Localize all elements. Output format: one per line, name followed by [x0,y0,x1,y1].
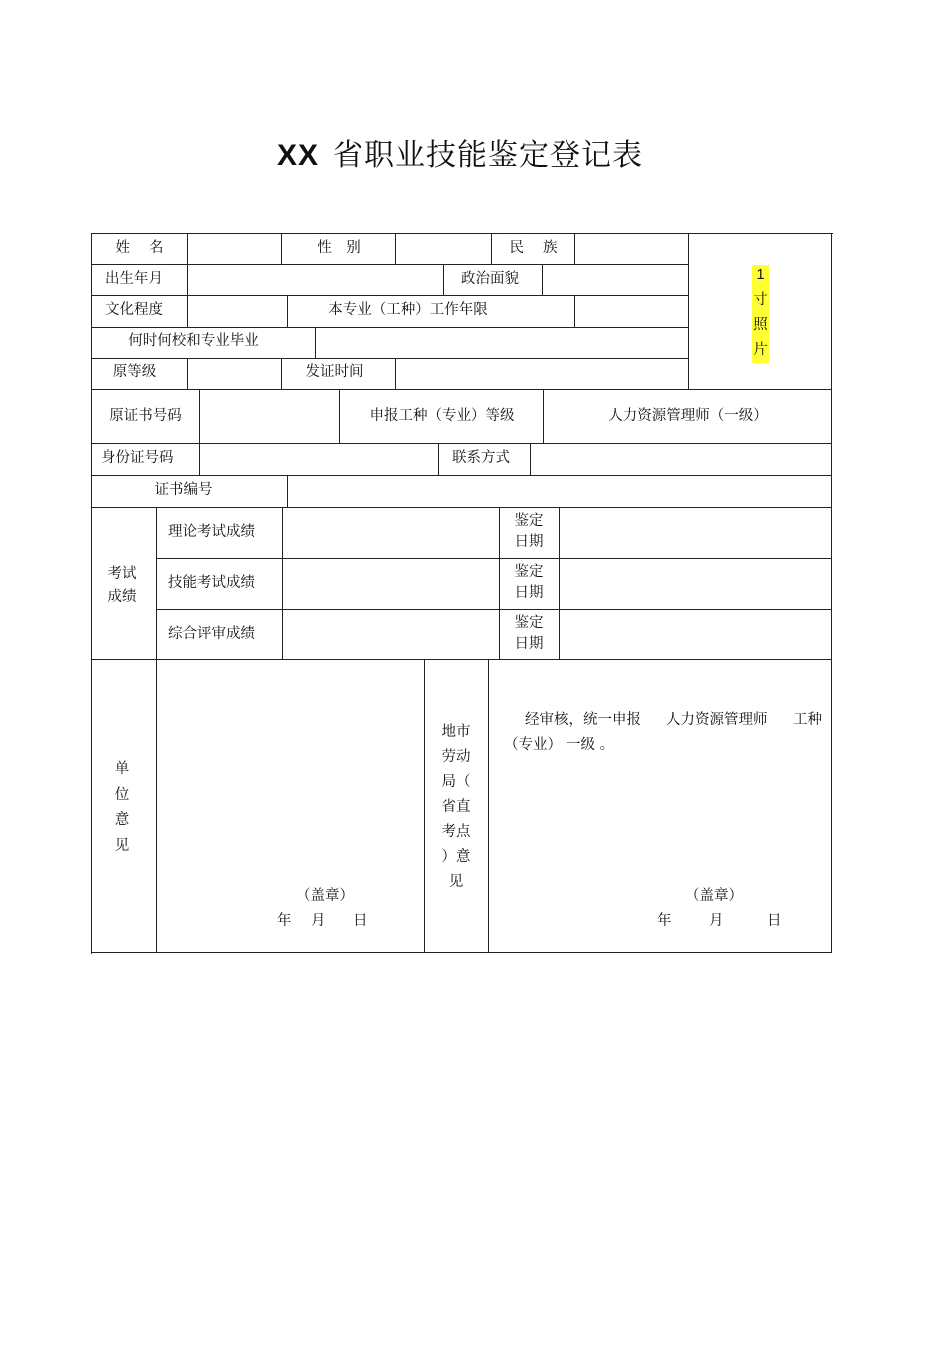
date-label-line: 鉴定 [514,513,544,529]
skill-date-field[interactable] [560,559,832,610]
bureau-opinion-label [425,720,487,895]
date-label-line: 日期 [514,636,544,652]
political-label: 政治面貌 [461,271,519,287]
review-profession: 人力资源管理师 [666,712,768,728]
bureau-opinion-field[interactable] [489,660,832,953]
overall-date-label [500,613,558,655]
bureau-date-day: 日 [767,913,782,929]
gender-label: 性 别 [317,240,361,256]
page-title [0,130,920,174]
bureau-opinion-line: ）意 [441,849,471,865]
unit-date-month: 月 [311,913,326,929]
bureau-opinion-line: 见 [448,874,464,890]
review-text-part: 工种 [793,712,822,728]
photo-placeholder [752,265,769,363]
date-label-line: 鉴定 [514,615,544,631]
bureau-opinion-line: 考点 [441,824,471,840]
review-text-part: 经审核，统一申报 [525,712,641,728]
review-text-part: （专业） [504,737,562,753]
orig-level-field[interactable] [188,359,282,390]
issue-time-field[interactable] [396,359,689,390]
review-level: 一级 。 [566,737,615,753]
bureau-date-year: 年 [657,913,672,929]
exam-scores-label-line: 考试 [107,566,137,582]
theory-score-field[interactable] [283,508,500,559]
issue-time-label: 发证时间 [305,364,364,380]
political-field[interactable] [543,265,689,296]
date-label-line: 日期 [514,534,544,550]
contact-label: 联系方式 [452,450,510,466]
apply-level-value: 人力资源管理师（一级） [608,408,768,424]
title-main: 省职业技能鉴定登记表 [333,138,644,173]
unit-opinion-char: 意 [114,812,130,828]
theory-date-label [500,511,558,553]
cert-no-field[interactable] [288,476,832,508]
bureau-opinion-line: 局（ [441,774,471,790]
unit-seal: （盖章） [296,888,354,904]
education-field[interactable] [188,296,288,328]
orig-level-label: 原等级 [112,364,157,380]
theory-score-label: 理论考试成绩 [168,524,255,540]
theory-date-field[interactable] [560,508,832,559]
id-label: 身份证号码 [101,450,174,466]
title-prefix: XX [276,139,320,172]
orig-cert-field[interactable] [200,390,340,444]
gender-field[interactable] [396,233,492,265]
skill-score-label: 技能考试成绩 [168,575,255,591]
ethnicity-field[interactable] [575,233,689,265]
photo-char: 1 [752,265,769,288]
unit-opinion-label [91,757,153,859]
skill-score-field[interactable] [283,559,500,610]
unit-opinion-char: 位 [114,786,130,803]
name-label: 姓 名 [115,240,164,256]
date-label-line: 日期 [514,585,544,601]
overall-score-field[interactable] [283,610,500,660]
graduation-field[interactable] [316,328,689,359]
overall-date-field[interactable] [560,610,832,660]
id-field[interactable] [200,444,439,476]
bureau-opinion-line: 省直 [441,799,471,815]
date-label-line: 鉴定 [514,564,544,580]
skill-date-label [500,562,558,604]
graduation-label: 何时何校和专业毕业 [128,333,259,349]
ethnicity-label: 民 族 [509,240,558,256]
unit-opinion-char: 单 [114,761,130,777]
unit-opinion-field[interactable] [157,660,425,953]
bureau-opinion-line: 劳动 [441,749,471,765]
orig-cert-label: 原证书号码 [109,408,182,424]
contact-field[interactable] [531,444,832,476]
education-label: 文化程度 [105,302,163,318]
photo-char: 片 [752,338,769,363]
birth-field[interactable] [188,265,444,296]
bureau-opinion-line: 地市 [441,724,471,740]
unit-opinion-char: 见 [114,837,130,854]
overall-score-label: 综合评审成绩 [168,626,255,642]
birth-label: 出生年月 [105,271,163,287]
work-years-field[interactable] [575,296,689,328]
bureau-seal: （盖章） [685,888,743,904]
name-field[interactable] [188,233,282,265]
unit-date-day: 日 [353,913,368,929]
photo-char: 寸 [752,288,769,313]
cert-no-label: 证书编号 [154,482,213,498]
bureau-date-month: 月 [709,913,724,929]
exam-scores-label-line: 成绩 [107,589,137,605]
exam-scores-label [91,563,153,609]
work-years-label: 本专业（工种）工作年限 [328,302,488,318]
apply-level-label: 申报工种（专业）等级 [369,408,515,424]
photo-char: 照 [752,313,769,338]
unit-date-year: 年 [277,913,292,929]
